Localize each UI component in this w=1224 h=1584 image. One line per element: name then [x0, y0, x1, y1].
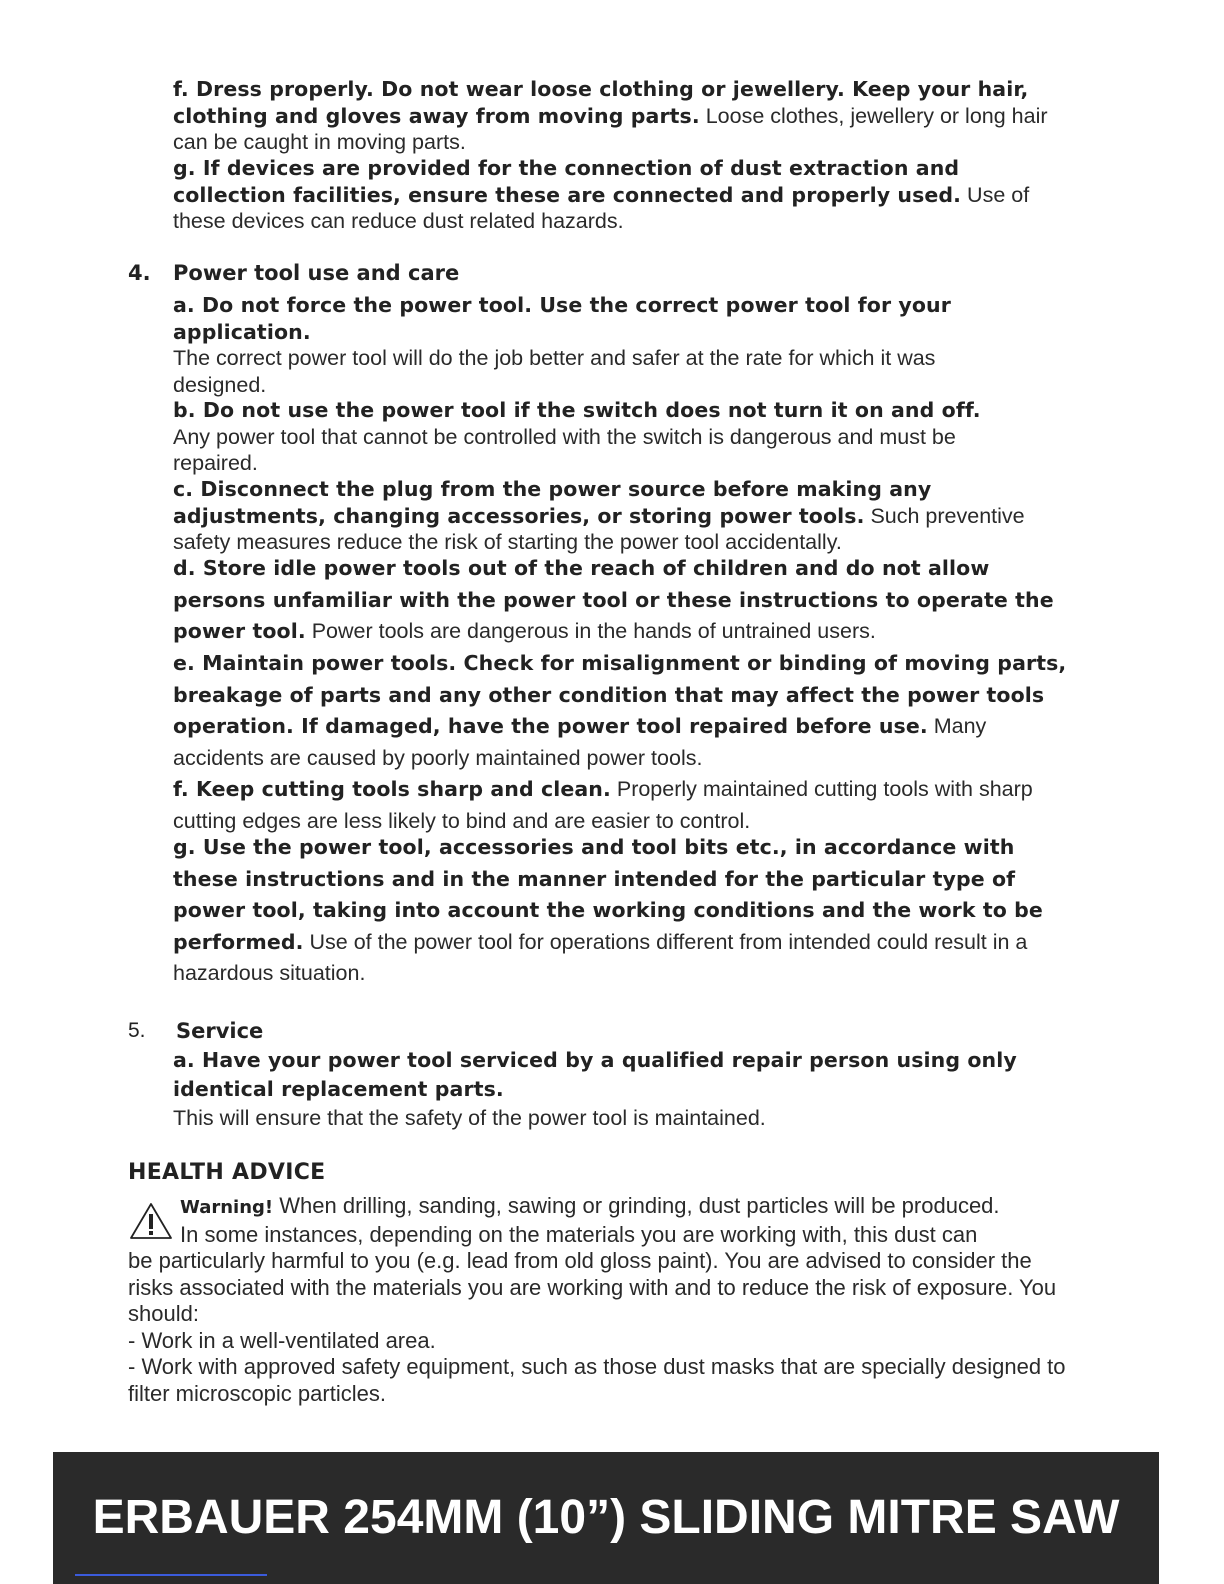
item-4c — [173, 476, 1043, 556]
section-5-title: Service — [176, 1019, 264, 1043]
item-3f-bold: f. Dress properly. Do not wear loose clothing or jewellery. Keep your hair, clothing and gloves away from moving parts. — [173, 77, 1029, 128]
item-4b-bold: b. Do not use the power tool if the switch does not turn it on and off. — [173, 398, 981, 422]
health-body-text: be particularly harmful to you (e.g. lead from old gloss paint). You are advised to consider the risks associated with the materials you are working with and to reduce the risk of exposure. You should: — [128, 1248, 1057, 1326]
item-4e-bold: e. Maintain power tools. Check for misalignment or binding of moving parts, breakage of parts and any other condition that may affect the power tools operation. If damaged, have the power tool repaired before use. — [173, 651, 1067, 738]
item-4d-bold: d. Store idle power tools out of the reach of children and do not allow persons unfamiliar with the power tool or these instructions to operate the power tool. — [173, 556, 1054, 643]
item-4c-bold: c. Disconnect the plug from the power source before making any adjustments, changing accessories, or storing power tools. — [173, 477, 932, 528]
item-3g — [173, 155, 1078, 235]
item-3g-bold: g. If devices are provided for the connection of dust extraction and collection facilities, ensure these are connected and properly used. — [173, 156, 962, 207]
item-4f — [173, 774, 1053, 837]
product-title: ERBAUER 254MM (10”) SLIDING MITRE SAW — [92, 1491, 1120, 1544]
section-4-title: Power tool use and care — [173, 261, 460, 285]
item-4a — [173, 292, 1033, 398]
item-4f-text: Properly maintained cutting tools with sharp cutting edges are less likely to bind and are easier to control. — [173, 777, 1033, 833]
section-5-number: 5. — [128, 1019, 146, 1042]
health-advice-body — [128, 1193, 1078, 1407]
item-4g-text: Use of the power tool for operations different from intended could result in a hazardous situation. — [173, 929, 1028, 985]
warning-label: Warning! — [180, 1197, 274, 1218]
warning-text: When drilling, sanding, sawing or grinding, dust particles will be produced. — [273, 1193, 1000, 1218]
item-3f-text: Loose clothes, jewellery or long hair can be caught in moving parts. — [173, 103, 1048, 154]
item-4c-text: Such preventive safety measures reduce the risk of starting the power tool accidentally. — [173, 503, 1025, 554]
item-3g-text: Use of these devices can reduce dust related hazards. — [173, 182, 1030, 233]
health-bullet-1: - Work in a well-ventilated area. — [128, 1327, 436, 1353]
item-4a-bold: a. Do not force the power tool. Use the correct power tool for your application. — [173, 293, 951, 344]
item-4e — [173, 648, 1078, 774]
item-4a-text: The correct power tool will do the job better and safer at the rate for which it was designed. — [173, 346, 936, 397]
item-4g — [173, 832, 1078, 990]
item-3f — [173, 76, 1078, 156]
item-4d — [173, 553, 1078, 648]
item-4b — [173, 397, 1043, 477]
warning-line — [128, 1193, 1078, 1222]
item-4b-text: Any power tool that cannot be controlled with the switch is dangerous and must be repaired. — [173, 424, 956, 475]
health-bullet-2: - Work with approved safety equipment, such as those dust masks that are specially designed to filter microscopic particles. — [128, 1354, 1066, 1406]
footer-link-underline — [75, 1574, 267, 1576]
item-4e-text: Many accidents are caused by poorly maintained power tools. — [173, 714, 987, 770]
item-5a — [173, 1046, 1078, 1133]
item-4g-bold: g. Use the power tool, accessories and tool bits etc., in accordance with these instructions and in the manner intended for the particular type of power tool, taking into account the working conditions and the work to be performed. — [173, 835, 1043, 954]
footer-banner — [53, 1452, 1159, 1584]
item-4d-text: Power tools are dangerous in the hands of untrained users. — [305, 619, 876, 643]
health-advice-heading: HEALTH ADVICE — [128, 1160, 326, 1185]
item-5a-bold: a. Have your power tool serviced by a qualified repair person using only identical replacement parts. — [173, 1048, 1017, 1101]
warning-line-2: In some instances, depending on the materials you are working with, this dust can — [180, 1221, 978, 1247]
section-4-number: 4. — [128, 261, 151, 285]
item-5a-text: This will ensure that the safety of the power tool is maintained. — [173, 1106, 766, 1130]
item-4f-bold: f. Keep cutting tools sharp and clean. — [173, 777, 611, 801]
